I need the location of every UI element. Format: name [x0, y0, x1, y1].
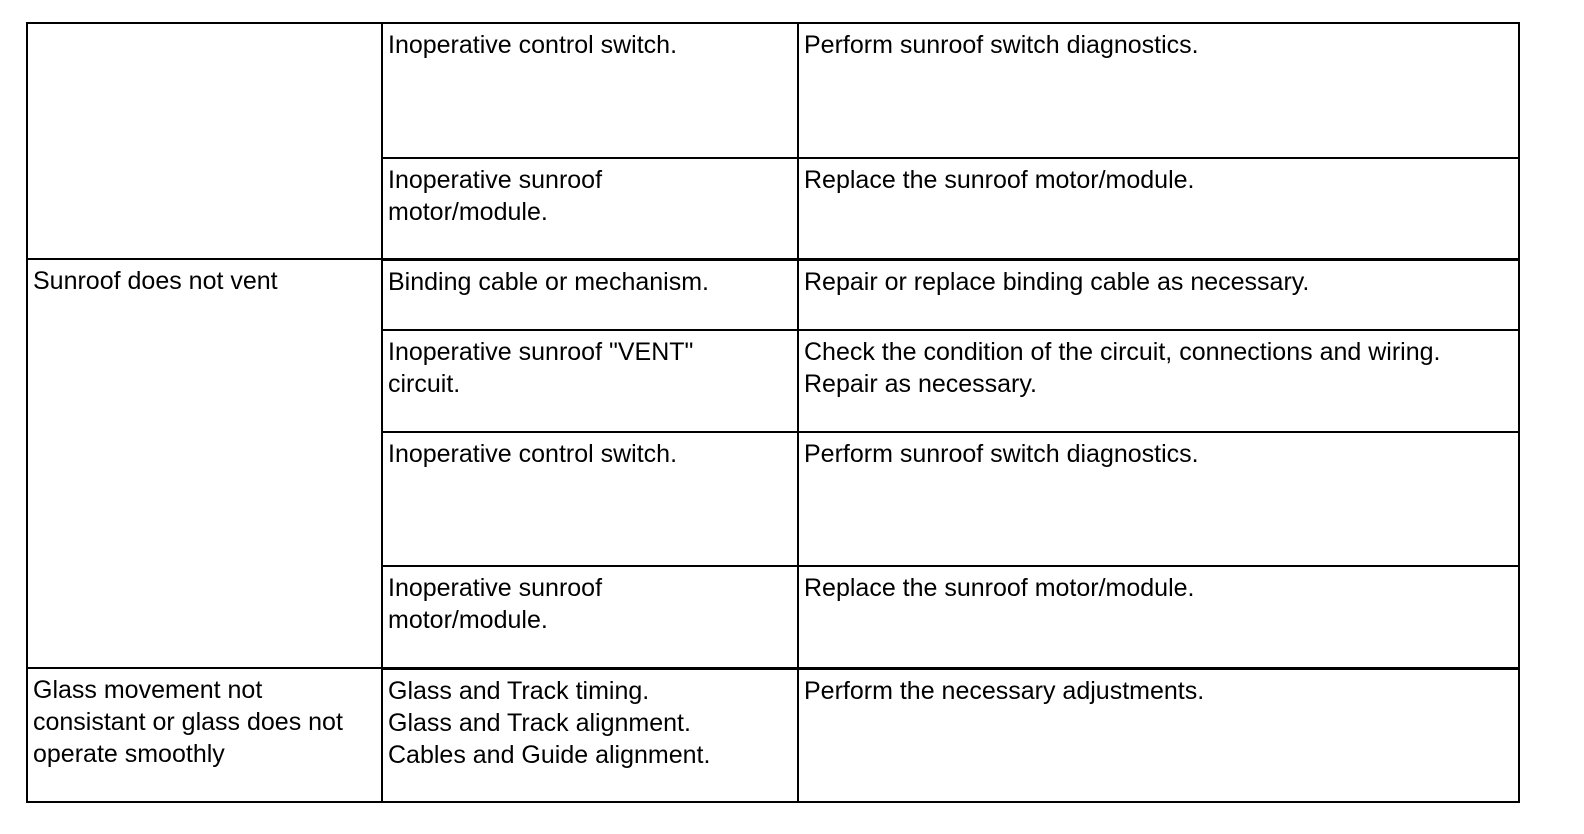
- condition-cell: Sunroof does not vent: [27, 259, 382, 330]
- cause-cell: Inoperative sunroof motor/module.: [382, 158, 798, 259]
- correction-cell: Perform sunroof switch diagnostics.: [798, 432, 1519, 566]
- diagnosis-table: [26, 22, 1520, 803]
- correction-cell: Check the condition of the circuit, connections and wiring. Repair as necessary.: [798, 330, 1519, 432]
- cause-cell: Inoperative sunroof "VENT" circuit.: [382, 330, 798, 432]
- table-row: [27, 23, 1519, 158]
- cause-cell: Inoperative control switch.: [382, 23, 798, 158]
- table-row: [27, 158, 1519, 259]
- table-row: [27, 259, 1519, 330]
- correction-cell: Replace the sunroof motor/module.: [798, 566, 1519, 668]
- condition-cell: [27, 23, 382, 158]
- condition-cell: [27, 158, 382, 259]
- condition-cell: [27, 566, 382, 668]
- cause-cell: Inoperative control switch.: [382, 432, 798, 566]
- correction-cell: Repair or replace binding cable as necessary.: [798, 259, 1519, 330]
- correction-cell: Perform the necessary adjustments.: [798, 668, 1519, 802]
- cause-cell: Glass and Track timing. Glass and Track alignment. Cables and Guide alignment.: [382, 668, 798, 802]
- condition-cell: [27, 432, 382, 566]
- condition-cell: Glass movement not consistant or glass does not operate smoothly: [27, 668, 382, 802]
- correction-cell: Perform sunroof switch diagnostics.: [798, 23, 1519, 158]
- correction-cell: Replace the sunroof motor/module.: [798, 158, 1519, 259]
- cause-cell: Binding cable or mechanism.: [382, 259, 798, 330]
- cause-cell: Inoperative sunroof motor/module.: [382, 566, 798, 668]
- table-row: [27, 330, 1519, 432]
- table-row: [27, 566, 1519, 668]
- table-row: [27, 432, 1519, 566]
- table-row: [27, 668, 1519, 802]
- condition-cell: [27, 330, 382, 432]
